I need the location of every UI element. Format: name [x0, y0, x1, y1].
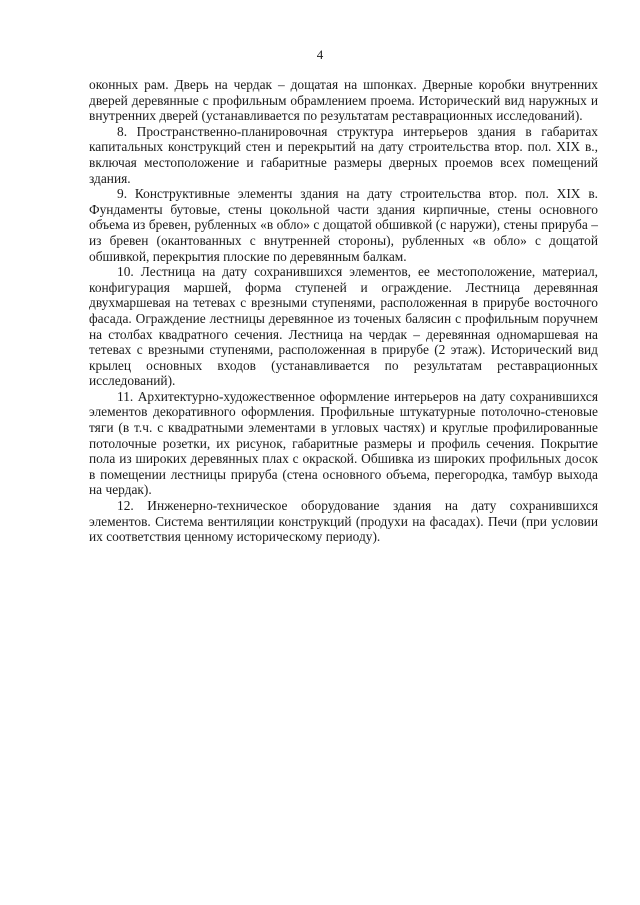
paragraph-9-structural-elements: 9. Конструктивные элементы здания на дату строительства втор. пол. XIX в. Фундаменты бутовые, стены цокольной части здания кирпичные, стены основного объема из бревен, рубленных «в обло» с дощатой обшивкой (с наружи), стены прируба – из бревен (окантованных с внутренней стороны), рубленных «в обло» с дощатой обшивкой, перекрытия плоские по деревянным балкам. [89, 186, 598, 264]
paragraph-11-interior-decoration: 11. Архитектурно-художественное оформление интерьеров на дату сохранившихся элементов декоративного оформления. Профильные штукатурные потолочно-стеновые тяги (в т.ч. с квадратными элементами в угловых частях) и круглые профилированные потолочные розетки, их рисунок, габаритные размеры и профиль сечения. Покрытие пола из широких деревянных плах с окраской. Обшивка из широких профильных досок в помещении лестницы прируба (стена основного объема, перегородка, тамбур выхода на чердак). [89, 388, 598, 498]
paragraph-8-planning-structure: 8. Пространственно-планировочная структура интерьеров здания в габаритах капитальных конструкций стен и перекрытий на дату строительства втор. пол. XIX в., включая местоположение и габаритные размеры дверных проемов всех помещений здания. [89, 123, 598, 186]
paragraph-12-engineering-equipment: 12. Инженерно-техническое оборудование здания на дату сохранившихся элементов. Система вентиляции конструкций (продухи на фасадах). Печи (при условии их соответствия ценному историческому периоду). [89, 498, 598, 545]
paragraph-doors-continued: оконных рам. Дверь на чердак – дощатая на шпонках. Дверные коробки внутренних дверей деревянные с профильным обрамлением проема. Исторический вид наружных и внутренних дверей (устанавливается по результатам реставрационных исследований). [89, 77, 598, 124]
document-body [89, 77, 598, 545]
page-number: 4 [316, 47, 324, 62]
paragraph-10-staircase: 10. Лестница на дату сохранившихся элементов, ее местоположение, материал, конфигурация маршей, форма ступеней и ограждение. Лестница деревянная двухмаршевая на тетевах с врезными ступенями, расположенная в прирубе восточного фасада. Ограждение лестницы деревянное из точеных балясин с профильным поручнем на столбах квадратного сечения. Лестница на чердак – деревянная одномаршевая на тетевах с врезными ступенями, расположенная в прирубе (2 этаж). Исторический вид крылец основных входов (устанавливается по результатам реставрационных исследований). [89, 264, 598, 389]
